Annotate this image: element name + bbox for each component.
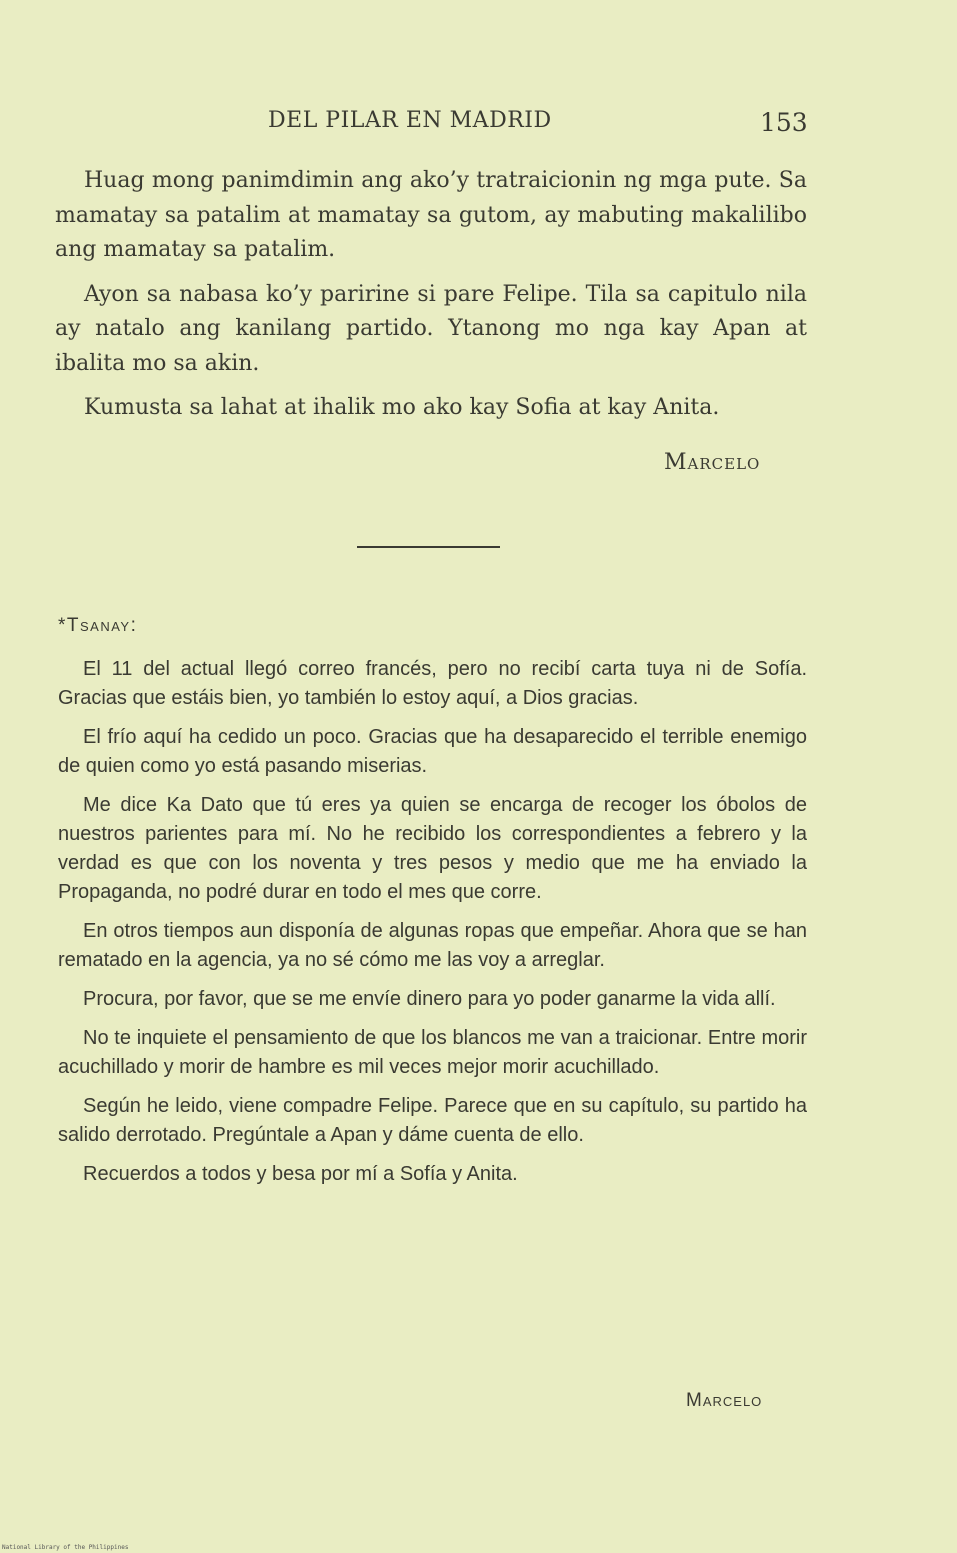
spanish-paragraph: Recuerdos a todos y besa por mí a Sofía y Anita. [83,1163,518,1185]
tagalog-letter [55,164,807,436]
spanish-paragraph: Me dice Ka Dato que tú eres ya quien se encarga de recoger los óbolos de nuestros parientes para mí. No he recibido los correspondientes a febrero y la verdad es que con los noventa y tres pesos y medio que me ha enviado la Propaganda, no podré durar en todo el mes que corre. [58,794,807,903]
spanish-paragraph: El 11 del actual llegó correo francés, pero no recibí carta tuya ni de Sofía. Gracias que estáis bien, yo también lo estoy aquí, a Dios gracias. [58,658,807,709]
tagalog-signature: Marcelo [664,450,761,475]
running-title: DEL PILAR EN MADRID [268,108,552,133]
section-divider [357,546,500,548]
tagalog-paragraph: Ayon sa nabasa ko’y paririne si pare Felipe. Tila sa capitulo nila ay natalo ang kanilang partido. Ytanong mo nga kay Apan at ibalita mo sa akin. [55,281,807,376]
spanish-paragraph: En otros tiempos aun disponía de algunas ropas que empeñar. Ahora que se han rematado en la agencia, ya no sé cómo me las voy a arreglar. [58,920,807,971]
spanish-paragraph: No te inquiete el pensamiento de que los blancos me van a traicionar. Entre morir acuchillado y morir de hambre es mil veces mejor morir acuchillado. [58,1027,807,1078]
tagalog-paragraph: Kumusta sa lahat at ihalik mo ako kay Sofia at kay Anita. [84,395,720,420]
source-footer: National Library of the Philippines [2,1544,129,1551]
spanish-salutation: *Tsanay: [58,615,138,636]
spanish-paragraph: El frío aquí ha cedido un poco. Gracias que ha desaparecido el terrible enemigo de quien como yo está pasando miserias. [58,726,807,777]
spanish-letter [58,655,807,1199]
spanish-paragraph: Procura, por favor, que se me envíe dinero para yo poder ganarme la vida allí. [83,988,776,1010]
page-number: 153 [760,108,808,137]
spanish-signature: Marcelo [686,1390,763,1411]
tagalog-paragraph: Huag mong panimdimin ang ako’y tratraicionin ng mga pute. Sa mamatay sa patalim at mamatay sa gutom, ay mabuting makalilibo ang mamatay sa patalim. [55,168,807,262]
spanish-paragraph: Según he leido, viene compadre Felipe. Parece que en su capítulo, su partido ha salido derrotado. Pregúntale a Apan y dáme cuenta de ello. [58,1095,807,1146]
